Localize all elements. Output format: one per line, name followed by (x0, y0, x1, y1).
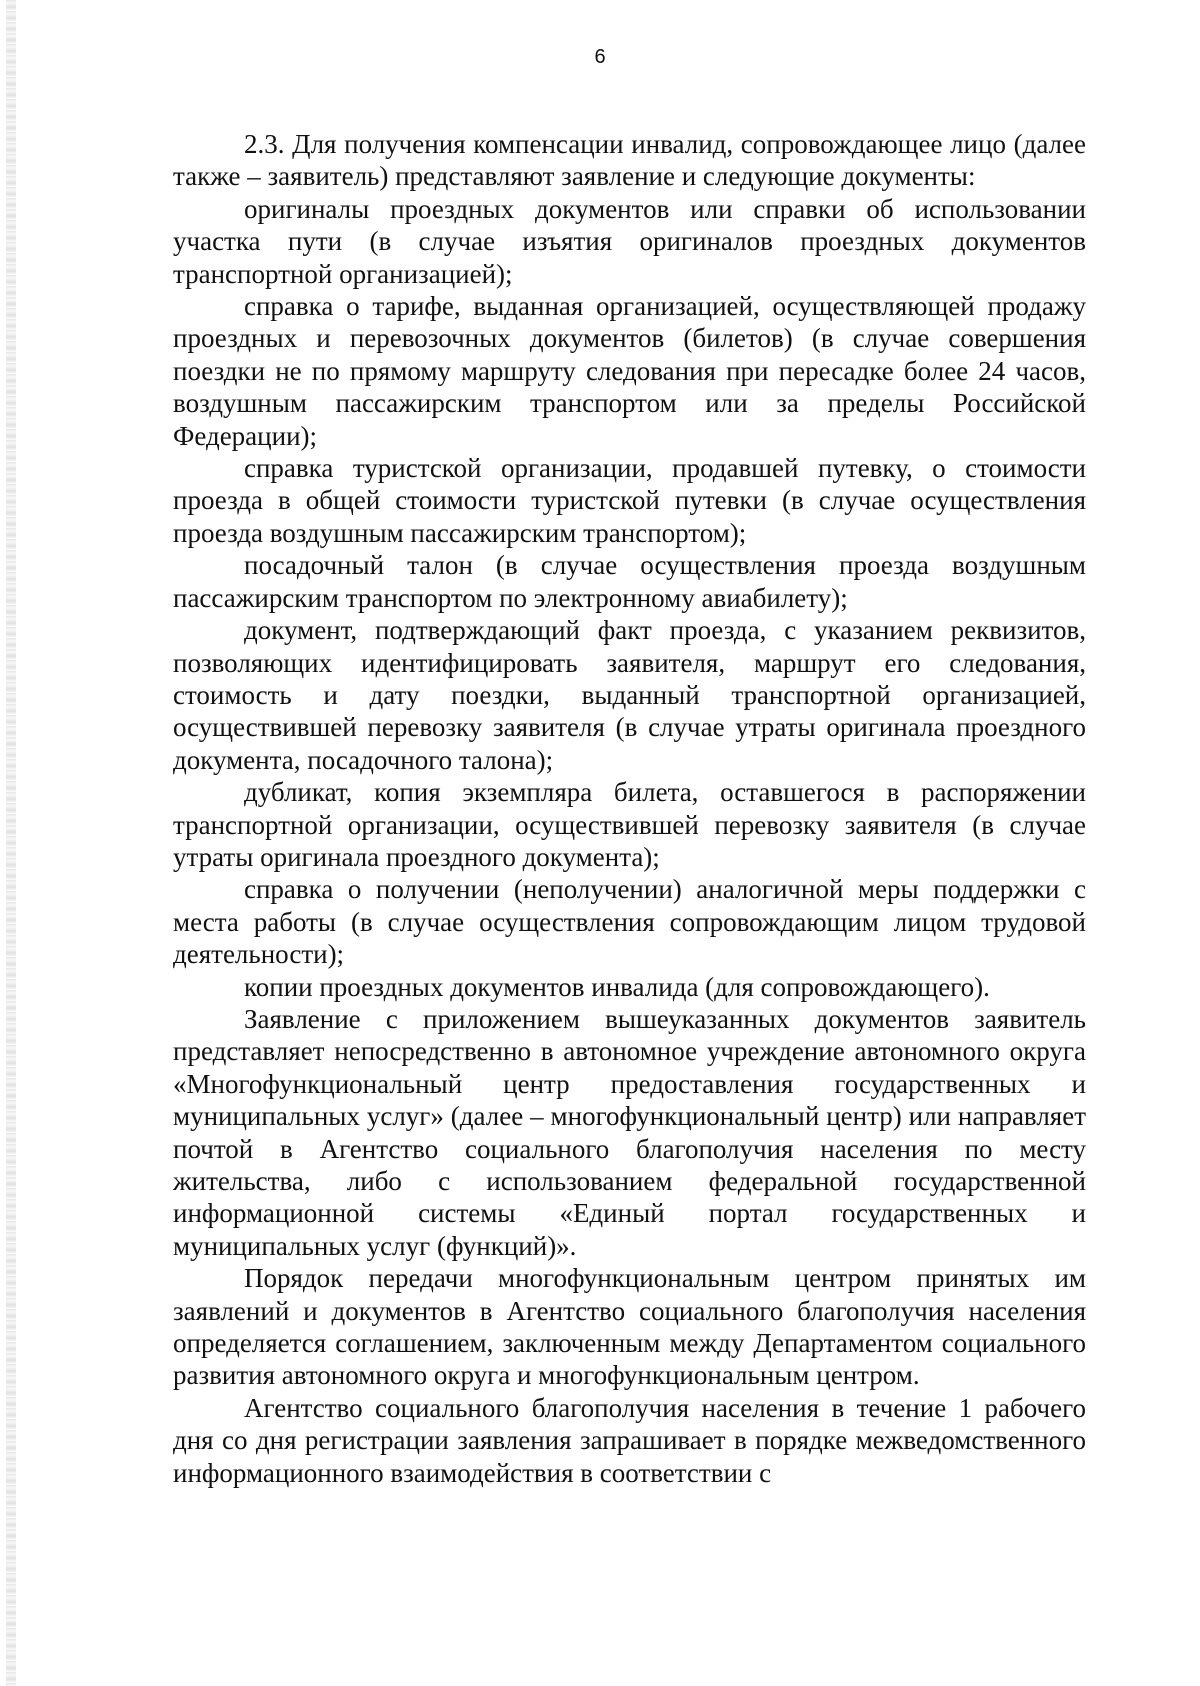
list-item-tourist-certificate: справка туристской организации, продавшей путевку, о стоимости проезда в общей стоимости туристской путевки (в случае осуществления проезда воздушным пассажирским транспортом); (173, 453, 1086, 548)
document-body (173, 128, 1086, 1489)
list-item-travel-confirmation: документ, подтверждающий факт проезда, с указанием реквизитов, позволяющих идентифицировать заявителя, маршрут его следования, стоимость и дату поездки, выданный транспортной организацией, осуществившей перевозку заявителя (в случае утраты оригинала проездного документа, посадочного талона); (173, 615, 1086, 775)
list-item-disabled-person-copies: копии проездных документов инвалида (для сопровождающего). (244, 971, 990, 1002)
list-item-tariff-certificate: справка о тарифе, выданная организацией, осуществляющей продажу проездных и перевозочных документов (билетов) (в случае совершения поездки не по прямому маршруту следования при пересадке более 24 часов, воздушным пассажирским транспортом или за пределы Российской Федерации); (173, 291, 1086, 451)
paragraph-agency-request: Агентство социального благополучия населения в течение 1 рабочего дня со дня регистрации заявления запрашивает в порядке межведомственного информационного взаимодействия в соответствии с (173, 1392, 1086, 1488)
list-item-employer-certificate: справка о получении (неполучении) аналогичной меры поддержки с места работы (в случае осуществления сопровождающим лицом трудовой деятельности); (173, 874, 1086, 970)
paragraph-transfer-procedure: Порядок передачи многофункциональным центром принятых им заявлений и документов в Агентство социального благополучия населения определяется соглашением, заключенным между Департаментом социального развития автономного округа и многофункциональным центром. (173, 1263, 1086, 1391)
list-item-original-documents: оригиналы проездных документов или справки об использовании участка пути (в случае изъятия оригиналов проездных документов транспортной организацией); (173, 193, 1086, 289)
list-item-ticket-duplicate: дубликат, копия экземпляра билета, оставшегося в распоряжении транспортной организации, осуществившей перевозку заявителя (в случае утраты оригинала проездного документа); (173, 777, 1086, 872)
list-item-boarding-pass: посадочный талон (в случае осуществления проезда воздушным пассажирским транспортом по электронному авиабилету); (173, 550, 1086, 613)
scan-edge-artifact (6, 0, 16, 1686)
page-number: 6 (594, 46, 606, 68)
paragraph-submission: Заявление с приложением вышеуказанных документов заявитель представляет непосредственно в автономное учреждение автономного округа «Многофункциональный центр предоставления государственных и муниципальных услуг» (далее – многофункциональный центр) или направляет почтой в Агентство социального благополучия населения по месту жительства, либо с использованием федеральной государственной информационной системы «Единый портал государственных и муниципальных услуг (функций)». (173, 1003, 1086, 1261)
paragraph-2-3: 2.3. Для получения компенсации инвалид, сопровождающее лицо (далее также – заявитель) представляют заявление и следующие документы: (173, 129, 1086, 192)
